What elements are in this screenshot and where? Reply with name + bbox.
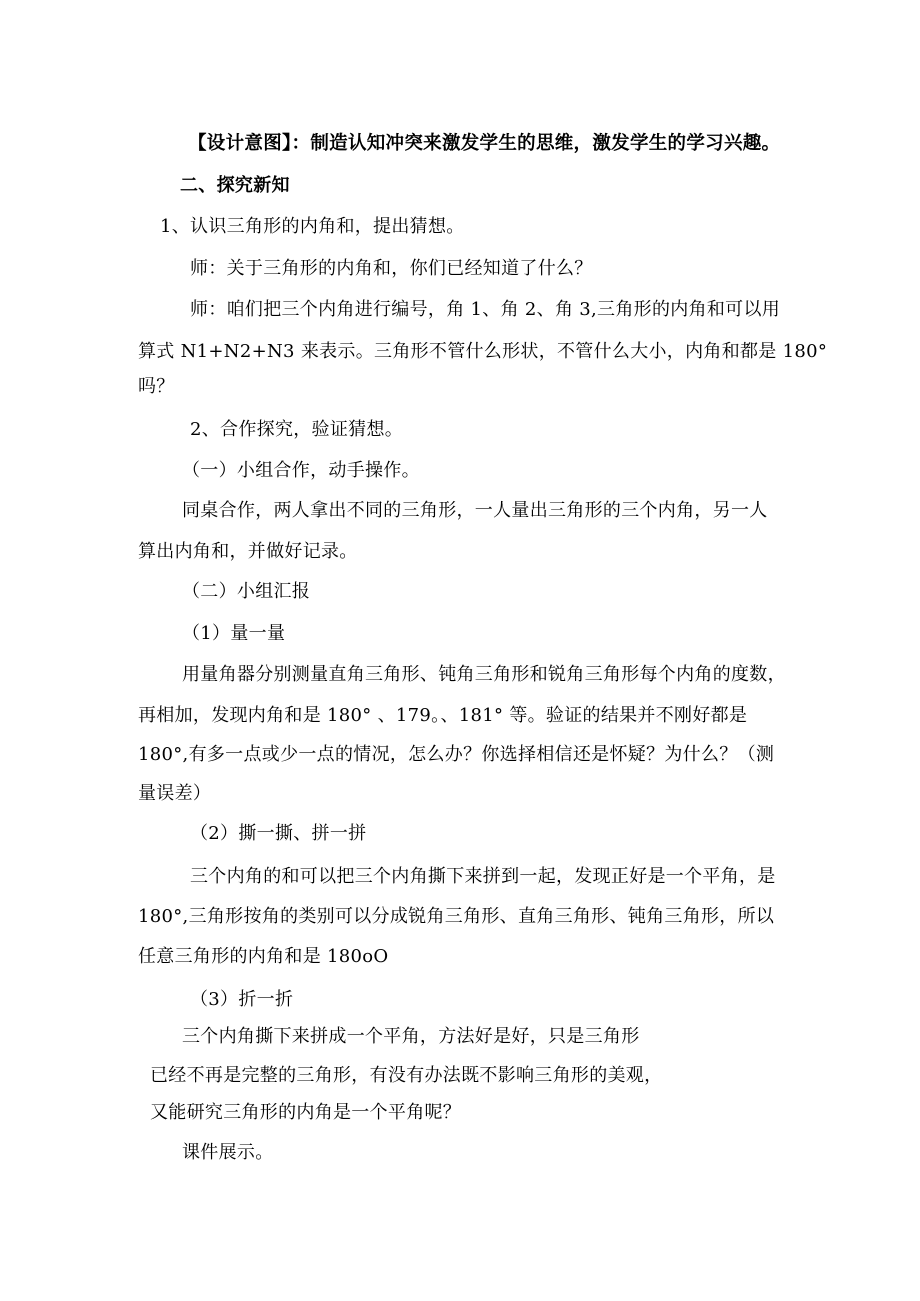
paragraph-line: 师：咱们把三个内角进行编号，角 1、角 2、角 3,三角形的内角和可以用 xyxy=(190,299,781,320)
paragraph-line: 吗？ xyxy=(138,376,175,397)
paragraph-line: 三个内角撕下来拼成一个平角，方法好是好，只是三角形 xyxy=(182,1026,640,1047)
paragraph-line: 再相加，发现内角和是 180° 、179。、181° 等。验证的结果并不刚好都是 xyxy=(138,705,748,726)
paragraph-line: 三个内角的和可以把三个内角撕下来拼到一起，发现正好是一个平角，是 xyxy=(190,866,776,887)
paragraph-line: 算式 N1+N2+N3 来表示。三角形不管什么形状，不管什么大小，内角和都是 180° xyxy=(138,341,828,362)
paragraph-line: 量误差） xyxy=(138,783,212,804)
paragraph-line: 180°,三角形按角的类别可以分成锐角三角形、直角三角形、钝角三角形，所以 xyxy=(138,906,775,927)
paragraph-line: 同桌合作，两人拿出不同的三角形，一人量出三角形的三个内角，另一人 xyxy=(182,500,768,521)
paragraph-line: 师：关于三角形的内角和，你们已经知道了什么？ xyxy=(190,258,593,279)
paragraph-line: （一）小组合作，动手操作。 xyxy=(182,460,420,481)
paragraph-line: 2、合作探究，验证猜想。 xyxy=(190,419,404,440)
paragraph-line: （3）折一折 xyxy=(190,989,294,1010)
design-intent-line: 【设计意图】：制造认知冲突来激发学生的思维，激发学生的学习兴趣。 xyxy=(188,133,781,154)
paragraph-line: 1、认识三角形的内角和，提出猜想。 xyxy=(160,216,465,237)
paragraph-line: （二）小组汇报 xyxy=(182,581,311,602)
paragraph-line: 用量角器分别测量直角三角形、钝角三角形和锐角三角形每个内角的度数， xyxy=(182,664,786,685)
paragraph-line: 任意三角形的内角和是 180oO xyxy=(138,946,389,967)
paragraph-line: （1）量一量 xyxy=(182,623,286,644)
paragraph-line: 又能研究三角形的内角是一个平角呢？ xyxy=(150,1102,462,1123)
section-heading: 二、探究新知 xyxy=(180,175,290,196)
paragraph-line: 课件展示。 xyxy=(182,1142,274,1163)
paragraph-line: 已经不再是完整的三角形，有没有办法既不影响三角形的美观， xyxy=(150,1065,663,1086)
paragraph-line: 算出内角和，并做好记录。 xyxy=(138,541,358,562)
paragraph-line: （2）撕一撕、拼一拼 xyxy=(190,823,367,844)
paragraph-line: 180°,有多一点或少一点的情况，怎么办？你选择相信还是怀疑？为什么？（测 xyxy=(138,744,775,765)
